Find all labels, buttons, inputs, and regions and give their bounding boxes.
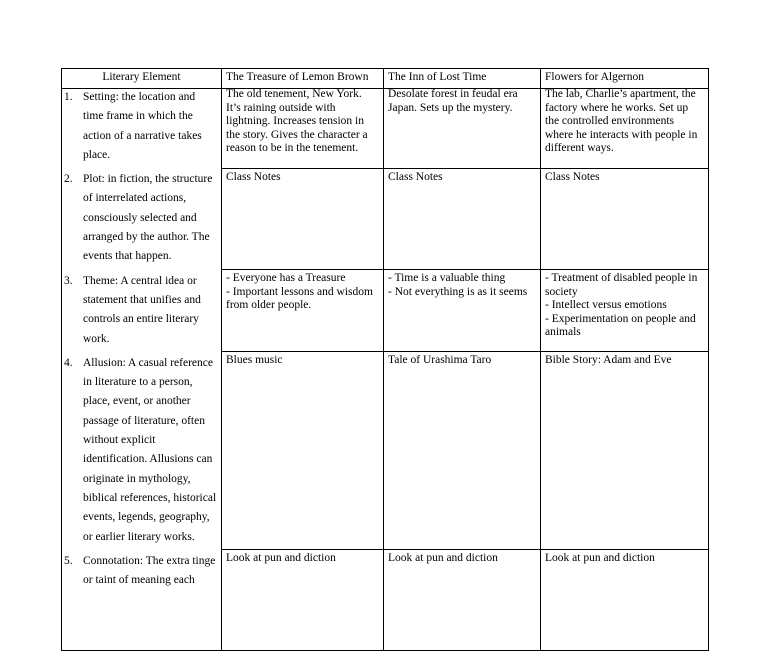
header-literary-element: Literary Element: [62, 69, 222, 89]
setting-story-1: The old tenement, New York. It’s raining outside with lightning. Increases tension in the story. Gives the character a reason to be in the tenement.: [222, 86, 384, 168]
header-story-3: Flowers for Algernon: [541, 69, 709, 89]
header-story-2: The Inn of Lost Time: [384, 69, 541, 89]
setting-story-3: The lab, Charlie’s apartment, the factory where he works. Set up the controlled environments where he interacts with people in different ways.: [541, 86, 709, 168]
theme-story-3: - Treatment of disabled people in society - Intellect versus emotions - Experimentation on people and animals: [541, 270, 709, 352]
table-row: [62, 550, 709, 651]
allusion-story-3: Bible Story: Adam and Eve: [541, 352, 709, 550]
plot-story-3: Class Notes: [541, 168, 709, 269]
element-plot: 2. Plot: in fiction, the structure of interrelated actions, consciously selected and arranged by the author. The events that happen.: [62, 168, 222, 269]
connotation-story-3: Look at pun and diction: [541, 550, 709, 651]
element-theme: 3. Theme: A central idea or statement that unifies and controls an entire literary work.: [62, 270, 222, 352]
plot-story-1: Class Notes: [222, 168, 384, 269]
setting-story-2: Desolate forest in feudal era Japan. Sets up the mystery.: [384, 86, 541, 168]
element-connotation: 5. Connotation: The extra tinge or taint of meaning each: [62, 550, 222, 651]
connotation-story-2: Look at pun and diction: [384, 550, 541, 651]
theme-story-2: - Time is a valuable thing - Not everything is as it seems: [384, 270, 541, 352]
element-allusion: 4. Allusion: A casual reference in literature to a person, place, event, or another passage of literature, often without explicit identification. Allusions can originate in mythology, biblical references, historical events, legends, geography, or earlier literary works.: [62, 352, 222, 550]
table-row: [62, 86, 709, 168]
table-row: [62, 168, 709, 269]
header-story-1: The Treasure of Lemon Brown: [222, 69, 384, 89]
element-setting: 1. Setting: the location and time frame in which the action of a narrative takes place.: [62, 86, 222, 168]
allusion-story-1: Blues music: [222, 352, 384, 550]
literary-elements-body: [61, 86, 709, 651]
allusion-story-2: Tale of Urashima Taro: [384, 352, 541, 550]
plot-story-2: Class Notes: [384, 168, 541, 269]
table-row: [62, 352, 709, 550]
connotation-story-1: Look at pun and diction: [222, 550, 384, 651]
theme-story-1: - Everyone has a Treasure - Important lessons and wisdom from older people.: [222, 270, 384, 352]
table-row: [62, 270, 709, 352]
